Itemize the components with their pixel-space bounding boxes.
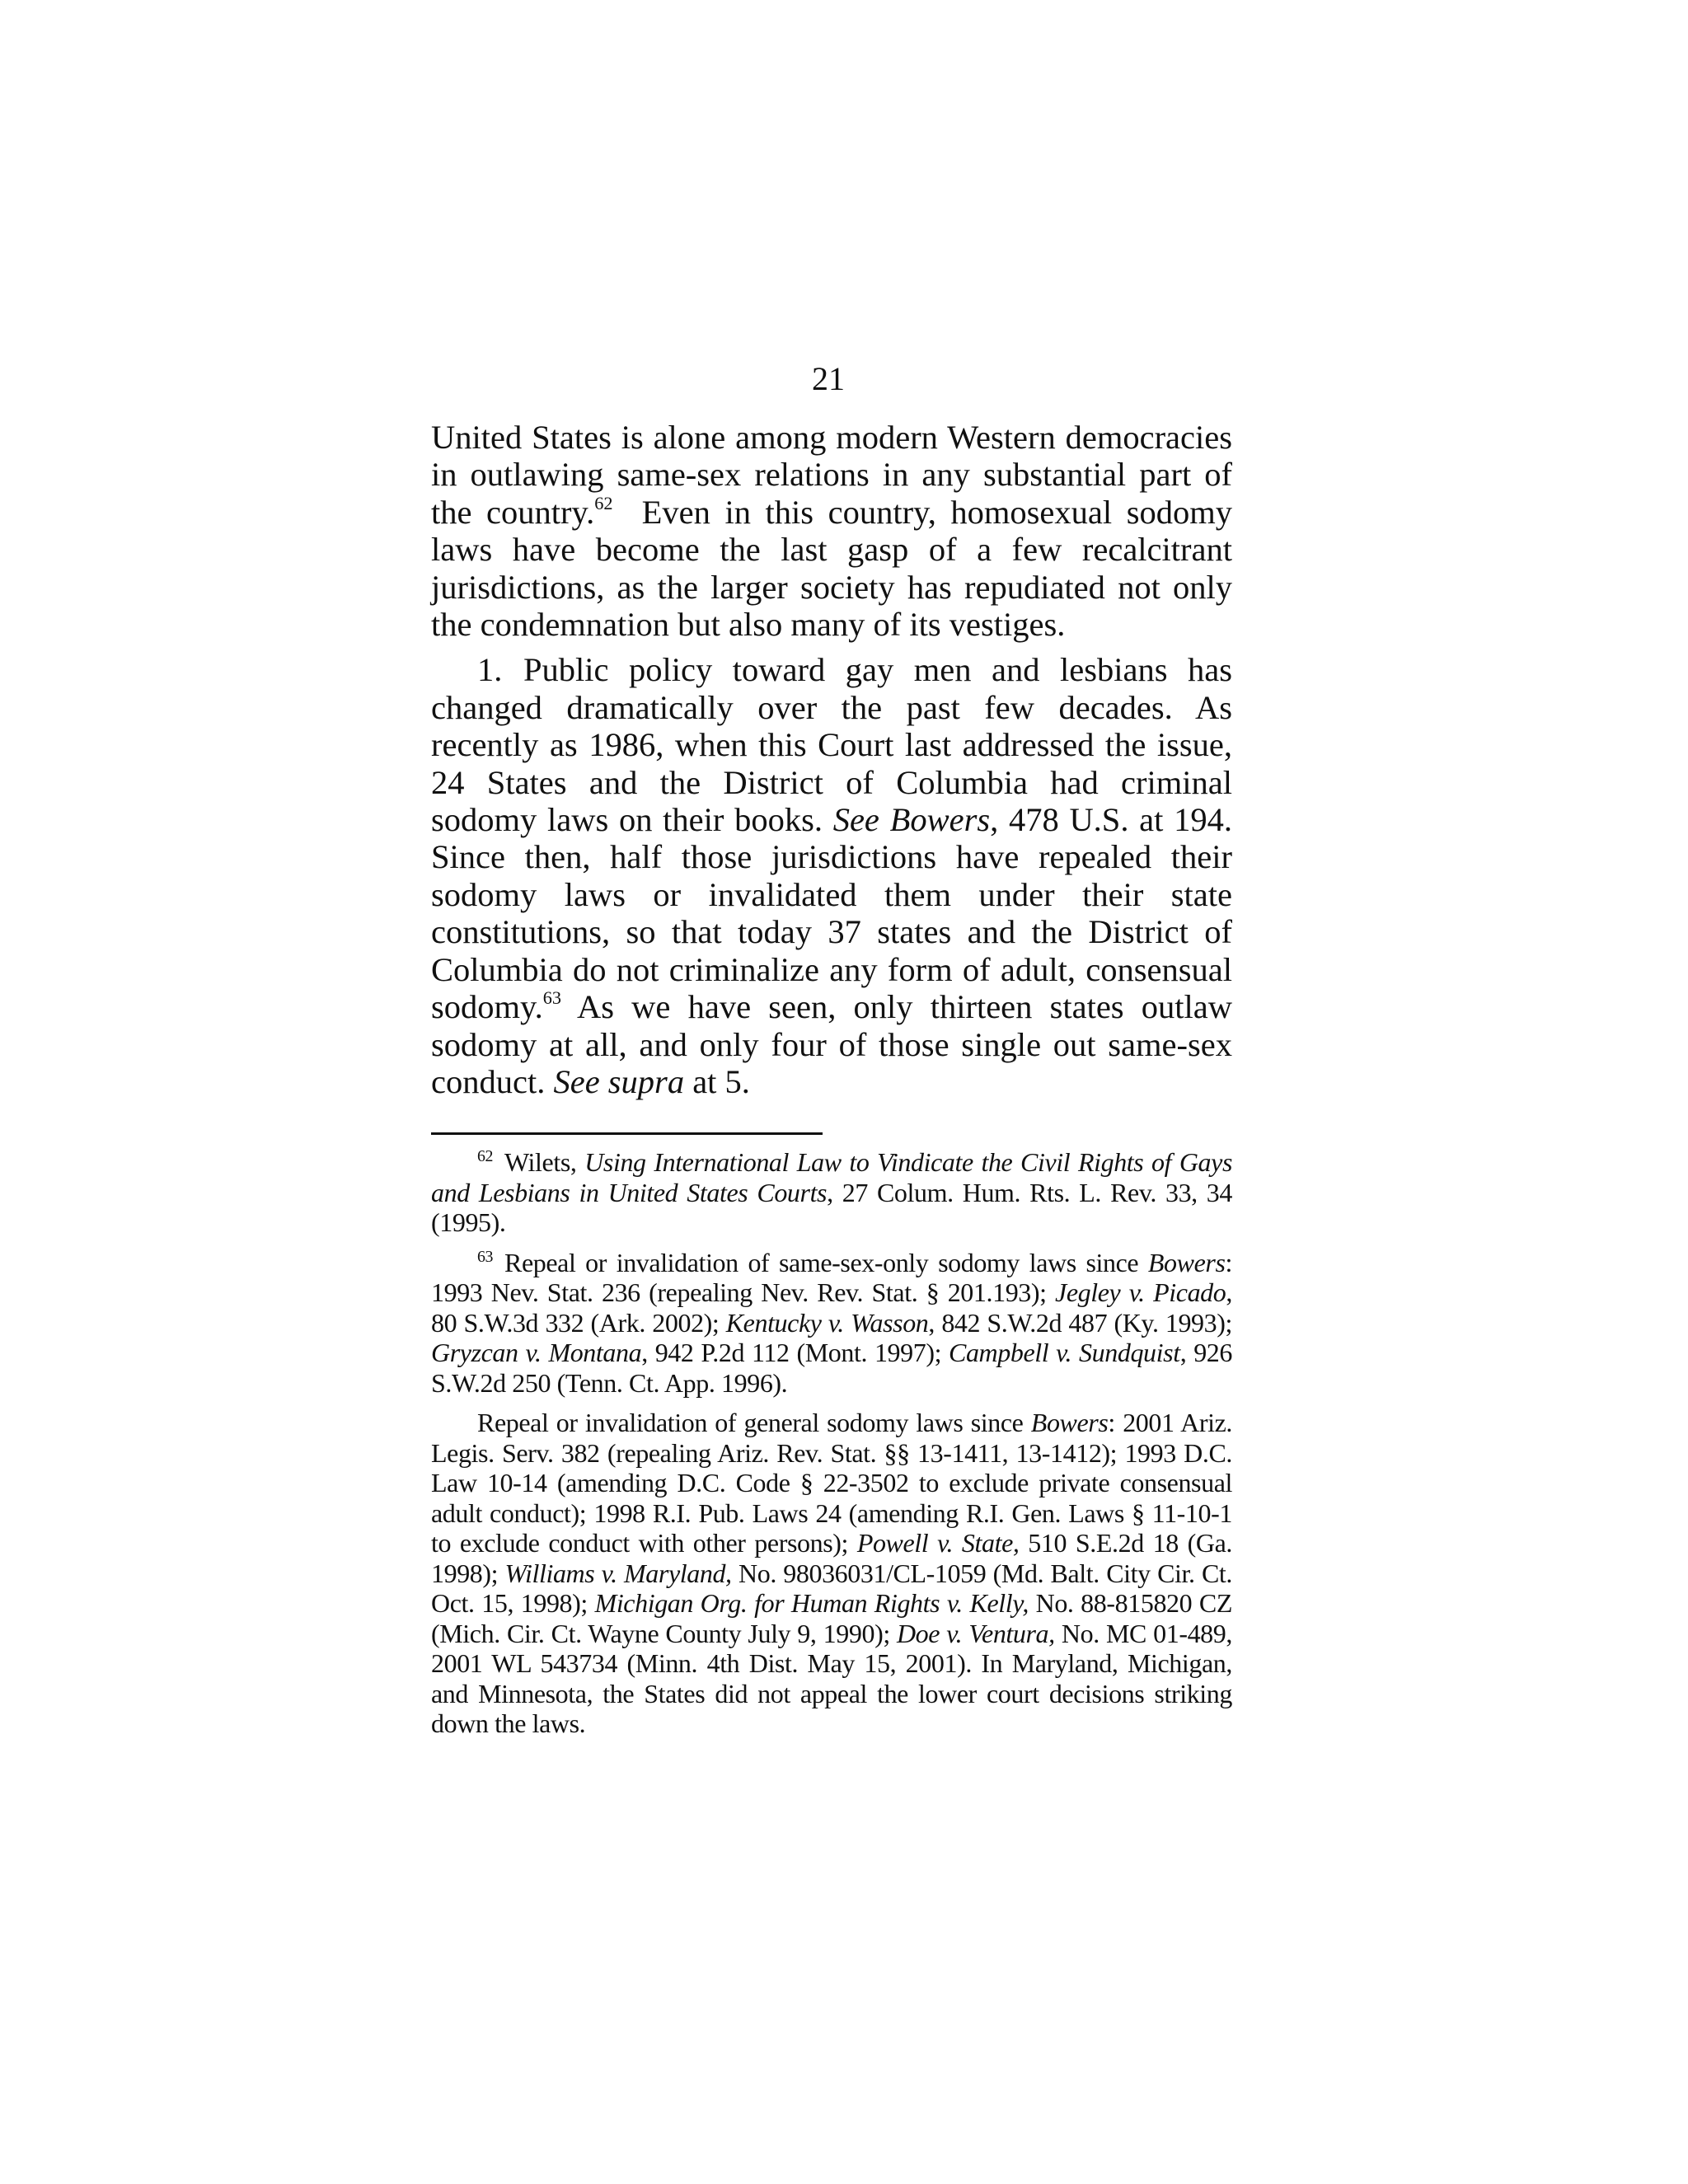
page-number: 21 xyxy=(812,360,845,397)
footnote-text: , 942 P.2d 112 (Mont. 1997); xyxy=(641,1338,949,1367)
paragraph-2-text: Public policy toward gay men and lesbians has changed dramatically over the past few decades. As recently as 1986, when this Court last addressed the issue, 24 States and the District of Columbia had criminal sodomy laws on their books. xyxy=(431,651,1232,839)
footnote-case-name: Doe v. Ventura, xyxy=(896,1618,1055,1648)
footnote-case-name: Kentucky v. Wasson xyxy=(725,1307,929,1338)
citation-see-bowers: See Bowers xyxy=(832,801,991,839)
footnote-case-name: Bowers xyxy=(1030,1408,1109,1437)
footnote-text: No. 88-815820 CZ (Mich. Cir. Ct. Wayne County July 9, 1990); xyxy=(431,1588,1232,1648)
footnote-separator xyxy=(431,1132,823,1135)
footnote-case-name: Powell v. State, xyxy=(856,1528,1020,1558)
paragraph-2-text-end: at 5. xyxy=(684,1062,750,1100)
footnote-ref-62: 62 xyxy=(594,493,613,514)
footnote-text: : 2001 Ariz. Legis. Serv. 382 (repealing Ariz. Rev. Stat. §§ 13-1411, 13-1412); 1993 D.C. Law 10-14 (amending D.C. Code § 22-3502 to exclude private consensual adult conduct); 1998 R.I. Pub. Laws 24 (amending R.I. Gen. Laws § 11-10-1 to exclude conduct with other persons); xyxy=(431,1408,1233,1558)
footnote-text: Repeal or invalidation of same-sex-only sodomy laws since xyxy=(504,1247,1148,1277)
footnote-text: , 80 S.W.3d 332 (Ark. 2002); xyxy=(431,1277,1232,1338)
footnote-63-marker: 63 xyxy=(477,1247,494,1266)
footnote-62-marker: 62 xyxy=(477,1147,494,1166)
footnote-case-name: Michigan Org. for Human Rights v. Kelly, xyxy=(594,1588,1029,1618)
footnote-case-name: Jegley v. Picado xyxy=(1055,1277,1226,1307)
footnote-text: , 27 Colum. Hum. Rts. L. Rev. 33, 34 (1995). xyxy=(431,1177,1232,1237)
footnote-text: Wilets, xyxy=(504,1147,585,1177)
footnote-text: No. MC 01-489, 2001 WL 543734 (Minn. 4th Dist. May 15, 2001). In Maryland, Michigan, and Minnesota, the States did not appeal the lower court decisions striking down the laws. xyxy=(431,1618,1232,1738)
footnote-text: 510 S.E.2d 18 (Ga. 1998); xyxy=(431,1528,1232,1588)
paragraph-2-number: 1. xyxy=(477,651,503,689)
paragraph-2-text-cont2: As we have seen, only thirteen states outlaw sodomy at all, and only four of those single out same-sex conduct. xyxy=(431,988,1232,1100)
footnote-text: No. 98036031/CL-1059 (Md. Balt. City Cir. Ct. Oct. 15, 1998); xyxy=(431,1558,1232,1618)
footnote-ref-63: 63 xyxy=(542,987,562,1009)
footnote-text: , 926 S.W.2d 250 (Tenn. Ct. App. 1996). xyxy=(431,1338,1232,1398)
paragraph-2 xyxy=(431,651,1232,1100)
footnote-63 xyxy=(431,1248,1232,1399)
paragraph-1-text: United States is alone among modern Western democracies in outlawing same-sex relations in any substantial part of the country. xyxy=(431,419,1232,531)
footnote-citation-title: Using International Law to Vindicate the Civil Rights of Gays and Lesbians in United States Courts xyxy=(431,1147,1232,1207)
footnote-text: Repeal or invalidation of general sodomy laws since xyxy=(477,1408,1031,1437)
paragraph-2-text-cont: , 478 U.S. at 194. Since then, half those jurisdictions have repealed their sodomy laws or invalidated them under their state constitutions, so that today 37 states and the District of Columbia do not criminalize any form of adult, consensual sodomy. xyxy=(431,801,1232,1026)
footnote-case-name: Campbell v. Sundquist xyxy=(949,1338,1180,1367)
footnotes xyxy=(431,1147,1232,1739)
body-text xyxy=(431,419,1241,1100)
citation-see-supra: See supra xyxy=(553,1062,685,1100)
paragraph-1-text-cont: Even in this country, homosexual sodomy laws have become the last gasp of a few recalcitrant jurisdictions, as the larger society has repudiated not only the condemnation but also many of its vestiges. xyxy=(431,493,1241,644)
footnote-case-name: Bowers xyxy=(1147,1247,1226,1277)
footnote-case-name: Williams v. Maryland, xyxy=(504,1558,732,1588)
footnote-63-continued xyxy=(431,1408,1232,1739)
footnote-text: : 1993 Nev. Stat. 236 (repealing Nev. Rev. Stat. § 201.193); xyxy=(431,1247,1232,1307)
footnote-case-name: Gryzcan v. Montana xyxy=(431,1338,642,1367)
footnote-62 xyxy=(431,1147,1232,1238)
footnote-text: , 842 S.W.2d 487 (Ky. 1993); xyxy=(928,1307,1232,1338)
paragraph-1 xyxy=(431,419,1241,644)
